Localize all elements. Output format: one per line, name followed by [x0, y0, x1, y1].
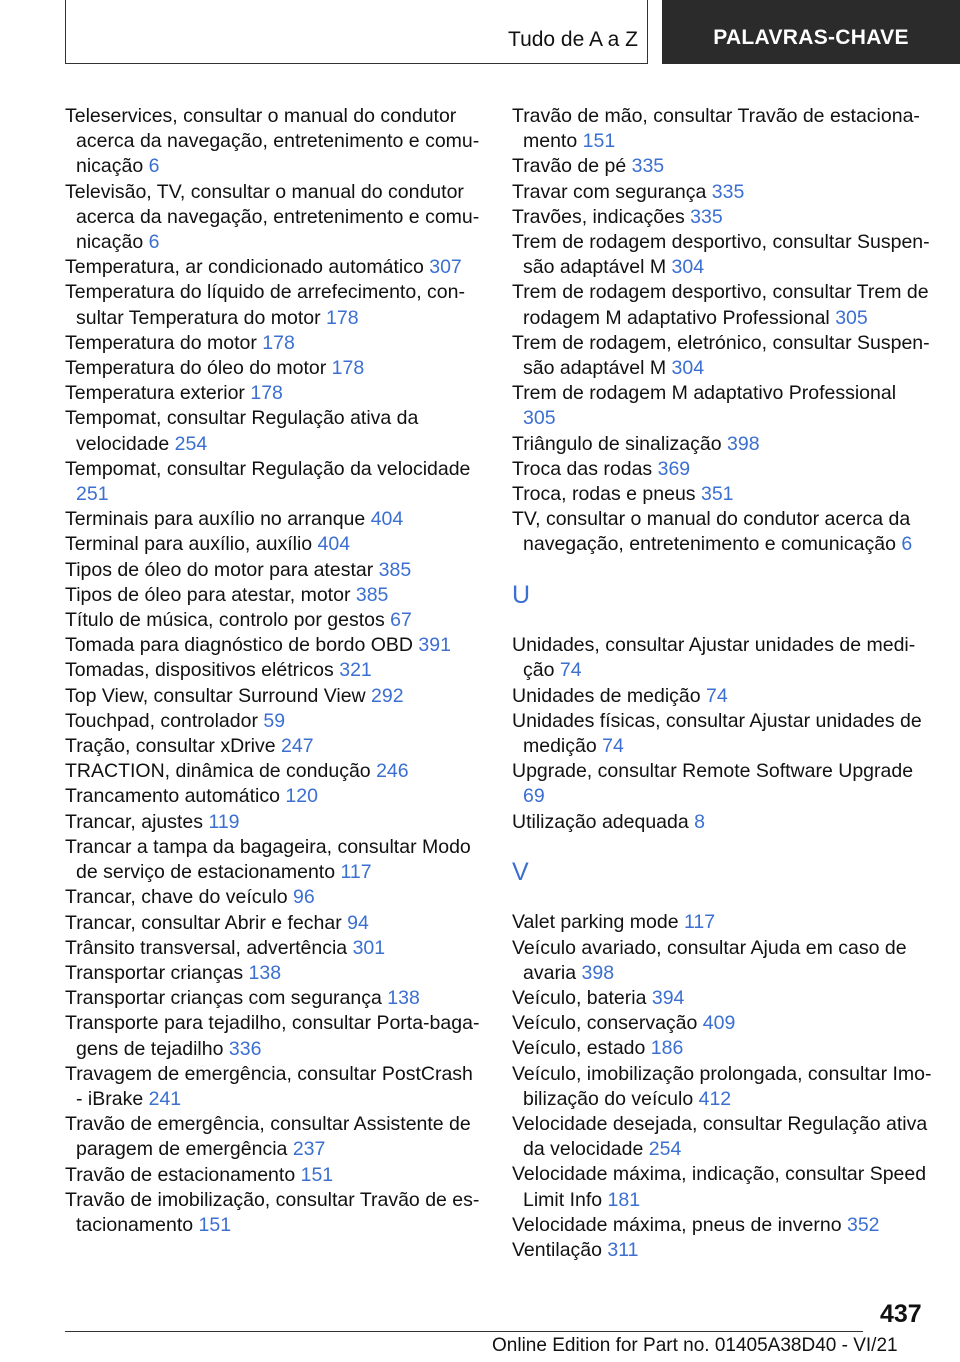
- index-entry: [512, 684, 932, 709]
- index-group-t-continued: [512, 104, 932, 558]
- index-entry-term: Travão de imobilização, consultar Travão de estacionamento: [65, 1188, 480, 1236]
- letter-heading-u: U: [512, 580, 531, 609]
- index-entry-page-link[interactable]: 254: [174, 432, 208, 455]
- index-entry-term: Travão de mão, consultar Travão de estacionamento: [512, 105, 920, 153]
- index-entry-term: Top View, consultar Surround View: [65, 684, 366, 707]
- index-entry-term: Triângulo de sinalização: [512, 432, 722, 455]
- index-entry: [65, 381, 480, 406]
- index-entry-term: Transporte para tejadilho, consultar Porta-bagagens de tejadilho: [65, 1012, 480, 1060]
- index-entry-page-link[interactable]: 404: [370, 508, 404, 531]
- index-entry-page-link[interactable]: 74: [602, 735, 624, 758]
- index-entry-term: Trancar a tampa da bagageira, consultar Modo de serviço de estacionamento: [65, 835, 471, 884]
- index-entry: [512, 331, 932, 381]
- header-section-title: Tudo de A a Z: [508, 28, 638, 51]
- index-entry-page-link[interactable]: 96: [293, 886, 315, 909]
- index-entry: [65, 1188, 480, 1238]
- index-entry-page-link[interactable]: 237: [292, 1138, 326, 1161]
- index-entry-page-link[interactable]: 352: [846, 1213, 880, 1236]
- index-entry: [65, 734, 480, 759]
- index-entry-page-link[interactable]: 6: [901, 533, 913, 556]
- index-entry-term: Transportar crianças: [65, 961, 244, 984]
- index-entry-term: Ventilação: [512, 1239, 602, 1262]
- index-entry-term: Trancamento automático: [65, 785, 280, 808]
- index-group-v: [512, 910, 932, 1263]
- index-entry-page-link[interactable]: 292: [371, 684, 404, 707]
- index-entry-term: Veículo avariado, consultar Ajuda em caso de avaria: [512, 936, 907, 984]
- index-entry-page-link[interactable]: 178: [331, 357, 365, 380]
- index-entry-term: Temperatura do motor: [65, 331, 257, 354]
- index-entry-page-link[interactable]: 412: [698, 1087, 732, 1110]
- index-entry-page-link[interactable]: 335: [690, 205, 723, 228]
- index-entry: [65, 583, 480, 608]
- index-entry-term: Trancar, consultar Abrir e fechar: [65, 911, 342, 934]
- index-entry: [512, 910, 932, 935]
- index-entry-page-link[interactable]: 119: [208, 810, 240, 833]
- index-entry: [512, 1036, 932, 1061]
- index-entry: [512, 709, 932, 759]
- index-entry-term: Travão de pé: [512, 155, 627, 178]
- index-entry-page-link[interactable]: 178: [250, 382, 283, 405]
- index-entry-term: Transportar crianças com segurança: [65, 987, 382, 1010]
- index-entry-term: Valet parking mode: [512, 911, 679, 934]
- index-entry-page-link[interactable]: 67: [390, 609, 412, 632]
- index-entry: [65, 684, 480, 709]
- index-entry-term: Trem de rodagem desportivo, consultar Suspensão adaptável M: [512, 231, 930, 279]
- index-entry-term: Temperatura, ar condicionado automático: [65, 256, 424, 279]
- index-entry-term: Unidades, consultar Ajustar unidades de medição: [512, 634, 916, 682]
- index-column-right: [512, 104, 932, 1263]
- index-entry-page-link[interactable]: 69: [523, 785, 545, 808]
- index-entry: [65, 255, 480, 280]
- index-entry: [65, 180, 480, 256]
- index-entry-term: Upgrade, consultar Remote Software Upgrade: [512, 760, 914, 783]
- index-entry-term: Travões, indicações: [512, 205, 685, 228]
- index-entry-page-link[interactable]: 94: [347, 911, 369, 934]
- index-entry-page-link[interactable]: 74: [559, 659, 582, 682]
- index-entry: [512, 810, 932, 835]
- header-tab-keywords: PALAVRAS-CHAVE: [662, 0, 960, 64]
- index-entry-page-link[interactable]: 251: [76, 483, 109, 506]
- index-entry: [512, 180, 932, 205]
- index-entry-term: Tomada para diagnóstico de bordo OBD: [65, 634, 413, 657]
- index-entry-term: Tomadas, dispositivos elétricos: [65, 659, 334, 682]
- index-entry-page-link[interactable]: 321: [339, 659, 372, 682]
- index-entry: [65, 331, 480, 356]
- index-group-u: [512, 633, 932, 835]
- index-entry-page-link[interactable]: 305: [523, 407, 556, 430]
- index-entry-page-link[interactable]: 74: [706, 684, 728, 707]
- index-entry: [65, 784, 480, 809]
- index-entry: [65, 633, 480, 658]
- index-entry: [65, 986, 480, 1011]
- index-entry-term: Tipos de óleo para atestar, motor: [65, 583, 351, 606]
- index-entry-page-link[interactable]: 8: [694, 810, 705, 833]
- index-entry-page-link[interactable]: 404: [317, 533, 351, 556]
- index-entry: [65, 104, 480, 180]
- footer-divider: [65, 1331, 863, 1332]
- index-entry-term: Tipos de óleo do motor para atestar: [65, 558, 374, 581]
- index-entry-term: Travar com segurança: [512, 180, 707, 203]
- index-entry-page-link[interactable]: 409: [702, 1012, 736, 1035]
- index-entry-term: Utilização adequada: [512, 810, 689, 833]
- index-entry: [65, 608, 480, 633]
- index-entry: [65, 1011, 480, 1061]
- index-entry: [65, 1062, 480, 1112]
- index-entry: [512, 1112, 932, 1162]
- index-entry-term: Travão de emergência, consultar Assistente de paragem de emergência: [65, 1113, 471, 1161]
- index-entry-term: Terminais para auxílio no arranque: [65, 508, 366, 531]
- index-entry: [512, 154, 932, 179]
- index-entry-page-link[interactable]: 369: [657, 457, 691, 480]
- index-entry-term: Travagem de emergência, consultar PostCrash - iBrake: [65, 1062, 473, 1110]
- index-entry: [65, 406, 480, 456]
- index-entry-term: Teleservices, consultar o manual do condutor acerca da navegação, entretenimento e comunicação: [65, 105, 480, 178]
- index-entry-term: Travão de estacionamento: [65, 1163, 296, 1186]
- index-entry-page-link[interactable]: 394: [651, 987, 685, 1010]
- index-entry-page-link[interactable]: 301: [352, 936, 386, 959]
- index-entry-page-link[interactable]: 391: [418, 634, 451, 657]
- index-entry-page-link[interactable]: 117: [340, 861, 372, 884]
- index-entry: [512, 1162, 932, 1212]
- index-entry-term: Veículo, conservação: [512, 1012, 698, 1035]
- index-entry-page-link[interactable]: 385: [378, 558, 412, 581]
- page-number: 437: [880, 1300, 922, 1328]
- index-entry-page-link[interactable]: 247: [281, 735, 314, 758]
- index-entry-page-link[interactable]: 351: [700, 483, 734, 506]
- index-entry-term: Trânsito transversal, advertência: [65, 936, 348, 959]
- index-entry-term: Tempomat, consultar Regulação ativa da velocidade: [65, 407, 419, 455]
- index-entry: [512, 936, 932, 986]
- index-entry-term: Troca das rodas: [512, 457, 653, 480]
- index-entry: [512, 230, 932, 280]
- index-entry-term: Velocidade máxima, indicação, consultar Speed Limit Info: [512, 1163, 927, 1211]
- index-entry-page-link[interactable]: 178: [326, 306, 359, 329]
- index-entry-page-link[interactable]: 385: [355, 583, 389, 606]
- index-entry-page-link[interactable]: 398: [727, 432, 760, 455]
- index-entry-page-link[interactable]: 311: [607, 1239, 639, 1262]
- index-entry-page-link[interactable]: 241: [148, 1087, 182, 1110]
- index-entry-page-link[interactable]: 336: [228, 1037, 262, 1060]
- index-entry-term: Tempomat, consultar Regulação da velocidade: [65, 457, 471, 480]
- index-entry-term: TRACTION, dinâmica de condução: [65, 760, 371, 783]
- index-entry-page-link[interactable]: 254: [648, 1138, 682, 1161]
- index-entry: [512, 1213, 932, 1238]
- index-entry-page-link[interactable]: 151: [300, 1163, 334, 1186]
- index-entry: [512, 457, 932, 482]
- index-entry: [65, 658, 480, 683]
- index-entry-term: Trem de rodagem, eletrónico, consultar Suspensão adaptável M: [512, 331, 930, 380]
- letter-heading-v: V: [512, 858, 529, 887]
- index-entry: [512, 759, 932, 809]
- index-entry-term: Temperatura do líquido de arrefecimento, consultar Temperatura do motor: [65, 281, 465, 329]
- index-entry-page-link[interactable]: 120: [285, 785, 318, 808]
- index-entry-term: Trem de rodagem desportivo, consultar Trem de rodagem M adaptativo Professional: [512, 281, 929, 329]
- index-entry-page-link[interactable]: 151: [198, 1213, 232, 1236]
- index-entry-term: Velocidade máxima, pneus de inverno: [512, 1213, 842, 1236]
- index-entry: [512, 633, 932, 683]
- index-entry: [512, 104, 932, 154]
- index-entry: [512, 482, 932, 507]
- index-entry-page-link[interactable]: 398: [581, 961, 615, 984]
- index-entry: [65, 558, 480, 583]
- index-entry-page-link[interactable]: 138: [248, 961, 282, 984]
- index-entry-page-link[interactable]: 246: [376, 760, 409, 783]
- index-entry-page-link[interactable]: 335: [631, 155, 665, 178]
- index-entry-term: Televisão, TV, consultar o manual do condutor acerca da navegação, entretenimento e comunicação: [65, 180, 480, 254]
- index-entry-page-link[interactable]: 178: [262, 331, 295, 354]
- index-entry-term: Temperatura exterior: [65, 382, 245, 405]
- index-entry-term: Unidades físicas, consultar Ajustar unidades de medição: [512, 709, 922, 758]
- index-entry-page-link[interactable]: 305: [835, 306, 868, 329]
- index-entry-page-link[interactable]: 181: [607, 1188, 641, 1211]
- index-entry: [512, 1011, 932, 1036]
- index-entry-term: Velocidade desejada, consultar Regulação ativa da velocidade: [512, 1113, 928, 1161]
- index-entry-term: Tração, consultar xDrive: [65, 735, 276, 758]
- index-entry: [512, 986, 932, 1011]
- index-entry: [65, 1112, 480, 1162]
- index-entry-page-link[interactable]: 138: [387, 987, 420, 1010]
- index-entry: [65, 810, 480, 835]
- index-entry: [65, 507, 480, 532]
- index-entry: [512, 280, 932, 330]
- index-entry: [65, 885, 480, 910]
- index-entry: [65, 759, 480, 784]
- index-entry: [512, 381, 932, 431]
- footer-edition-text: Online Edition for Part no. 01405A38D40 - VI/21: [492, 1335, 898, 1356]
- index-entry: [65, 961, 480, 986]
- index-entry-term: Temperatura do óleo do motor: [65, 357, 327, 380]
- index-entry-term: Veículo, imobilização prolongada, consultar Imobilização do veículo: [512, 1062, 932, 1110]
- index-entry-page-link[interactable]: 304: [671, 256, 705, 279]
- index-entry-term: Trem de rodagem M adaptativo Professional: [512, 382, 897, 405]
- index-entry-term: Trancar, chave do veículo: [65, 886, 288, 909]
- index-entry-term: Trancar, ajustes: [65, 810, 204, 833]
- index-entry-page-link[interactable]: 6: [148, 231, 160, 254]
- index-entry-term: Troca, rodas e pneus: [512, 483, 696, 506]
- index-entry: [512, 1062, 932, 1112]
- index-entry-page-link[interactable]: 186: [650, 1037, 684, 1060]
- index-entry-term: Veículo, estado: [512, 1037, 646, 1060]
- index-entry-page-link[interactable]: 307: [429, 256, 462, 279]
- index-column-left: [65, 104, 480, 1238]
- index-entry: [65, 911, 480, 936]
- index-entry: [65, 835, 480, 885]
- index-entry-term: Título de música, controlo por gestos: [65, 609, 385, 632]
- index-entry-term: Unidades de medição: [512, 684, 701, 707]
- index-entry: [65, 356, 480, 381]
- index-entry-page-link[interactable]: 6: [148, 155, 160, 178]
- index-entry: [65, 457, 480, 507]
- index-entry: [512, 205, 932, 230]
- index-entry: [512, 507, 932, 557]
- index-entry-term: Veículo, bateria: [512, 987, 647, 1010]
- index-entry-page-link[interactable]: 335: [711, 180, 745, 203]
- index-entry: [65, 936, 480, 961]
- index-entry-page-link[interactable]: 117: [684, 911, 716, 934]
- index-entry: [512, 432, 932, 457]
- index-entry: [65, 280, 480, 330]
- index-entry: [65, 532, 480, 557]
- index-entry-term: Touchpad, controlador: [65, 709, 258, 732]
- index-entry: [65, 709, 480, 734]
- index-entry-page-link[interactable]: 59: [263, 709, 286, 732]
- index-entry: [65, 1163, 480, 1188]
- index-entry-term: Terminal para auxílio, auxílio: [65, 533, 313, 556]
- index-entry-term: TV, consultar o manual do condutor acerca da navegação, entretenimento e comunicação: [512, 508, 911, 556]
- index-entry: [512, 1238, 932, 1263]
- index-entry-page-link[interactable]: 151: [582, 130, 616, 153]
- index-entry-page-link[interactable]: 304: [671, 357, 705, 380]
